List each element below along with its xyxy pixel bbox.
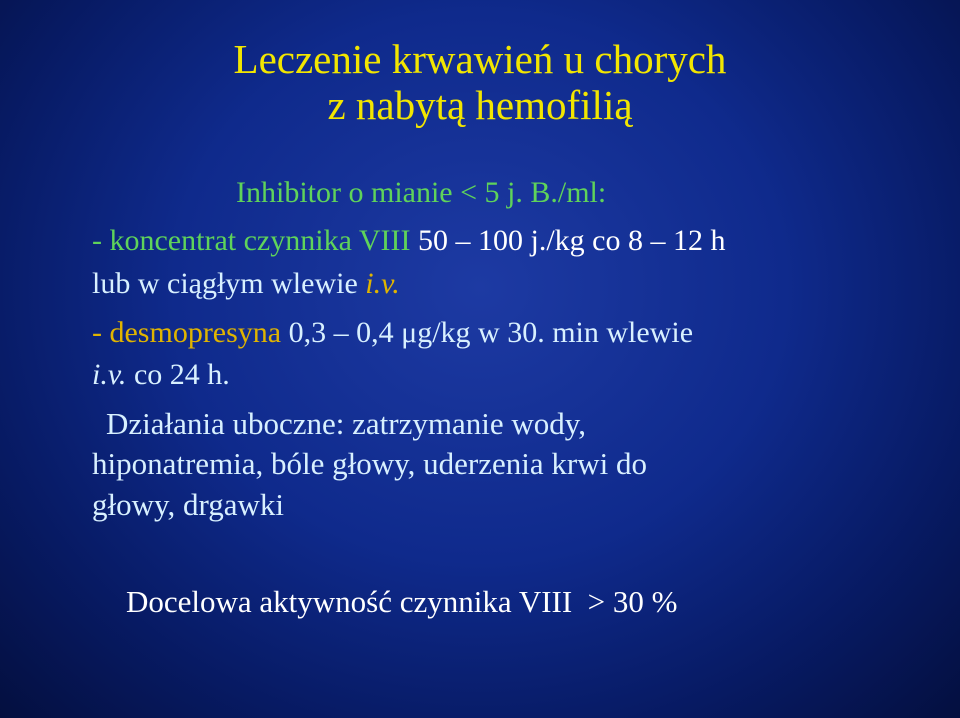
desmopressin-interval: co 24 h. <box>133 358 230 391</box>
desmopressin-label: - desmopresyna <box>92 316 282 349</box>
desmopressin-iv: i.v. <box>92 358 127 391</box>
iv-abbrev: i.v. <box>365 267 400 300</box>
side-effects-line-1: Działania uboczne: zatrzymanie wody, <box>106 406 586 441</box>
inhibitor-heading: Inhibitor o mianie < 5 j. B./ml: <box>236 176 607 209</box>
factor-viii-dose: 50 – 100 j./kg co 8 – 12 h <box>417 224 726 257</box>
continuous-infusion-text: lub w ciągłym wlewie <box>92 267 358 300</box>
item-factor-viii <box>92 224 725 258</box>
item-desmopressin-line2 <box>92 358 230 392</box>
desmopressin-dose: 0,3 – 0,4 μg/kg w 30. min wlewie <box>288 316 694 349</box>
side-effects-line-2: hiponatremia, bóle głowy, uderzenia krwi do <box>92 446 647 481</box>
side-effects-line-3: głowy, drgawki <box>92 487 285 522</box>
title-line-1: Leczenie krwawień u chorych <box>233 36 727 82</box>
item-desmopressin <box>92 316 693 350</box>
title-line-2: z nabytą hemofilią <box>327 82 633 128</box>
slide-title <box>0 36 960 128</box>
target-activity: Docelowa aktywność czynnika VIII > 30 % <box>126 584 678 619</box>
factor-viii-label: - koncentrat czynnika VIII <box>92 224 411 257</box>
item-factor-viii-line2 <box>92 267 400 301</box>
